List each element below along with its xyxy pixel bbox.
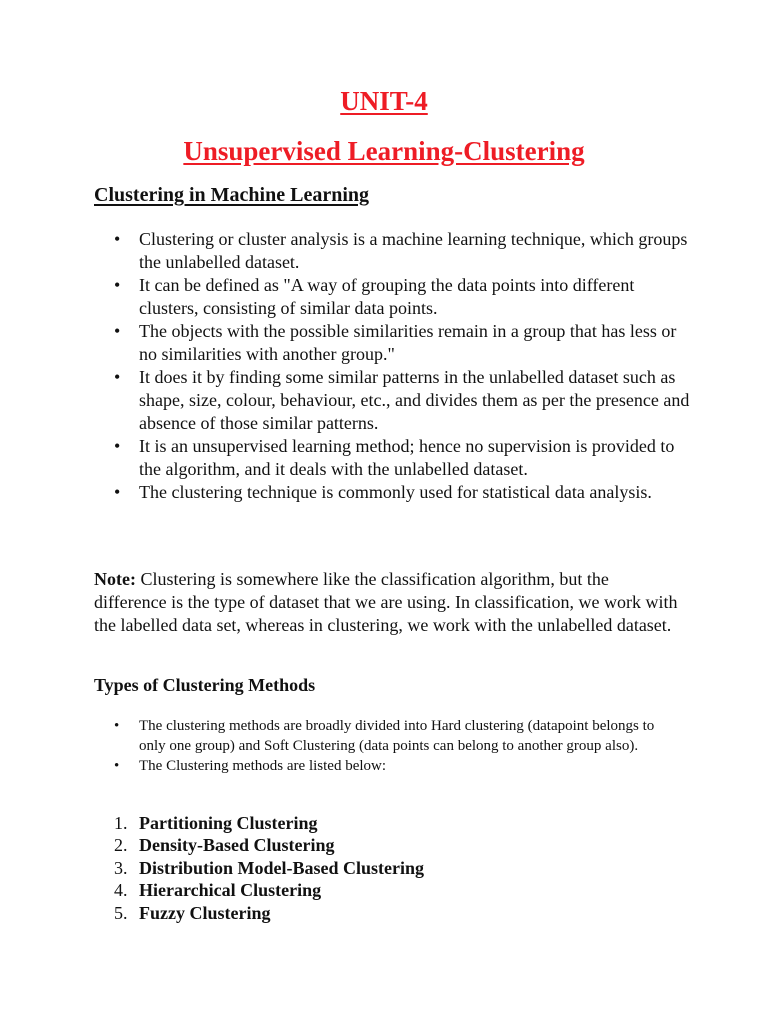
method-number: 5. xyxy=(114,902,128,923)
method-label: Fuzzy Clustering xyxy=(139,902,271,923)
method-number: 4. xyxy=(114,880,128,901)
method-label: Distribution Model-Based Clustering xyxy=(139,857,425,878)
note-paragraph xyxy=(94,568,684,637)
note-label: Note: xyxy=(94,569,136,589)
bullet-item: • The clustering methods are broadly divided into Hard clustering (datapoint belongs to only one group) and Soft Clustering (data points can belong to another group also). xyxy=(94,716,664,756)
bullet-item: • The clustering technique is commonly used for statistical data analysis. xyxy=(94,481,694,504)
method-label: Hierarchical Clustering xyxy=(139,880,322,901)
method-item xyxy=(94,812,424,834)
bullet-item: • It is an unsupervised learning method; hence no supervision is provided to the algorithm, and it deals with the unlabelled dataset. xyxy=(94,435,694,481)
types-heading: Types of Clustering Methods xyxy=(94,675,316,695)
note-text: Clustering is somewhere like the classification algorithm, but the difference is the type of dataset that we are using. In classification, we work with the labelled data set, whereas in clustering, we work with the unlabelled dataset. xyxy=(94,569,678,635)
clustering-bullet-list xyxy=(94,228,694,504)
bullet-item: • The Clustering methods are listed below: xyxy=(94,756,664,776)
method-item xyxy=(94,834,424,856)
unit-title: UNIT-4 xyxy=(340,86,428,116)
method-number: 3. xyxy=(114,857,128,878)
main-title: Unsupervised Learning-Clustering xyxy=(183,136,585,166)
method-label: Partitioning Clustering xyxy=(139,813,318,833)
bullet-item: • It can be defined as "A way of grouping the data points into different clusters, consisting of similar data points. xyxy=(94,274,694,320)
method-number: 2. xyxy=(114,835,128,856)
bullet-item: • Clustering or cluster analysis is a machine learning technique, which groups the unlabelled dataset. xyxy=(94,228,694,274)
bullet-item: • The objects with the possible similarities remain in a group that has less or no similarities with another group." xyxy=(94,320,694,366)
method-item xyxy=(94,902,424,924)
method-label: Density-Based Clustering xyxy=(139,835,335,856)
method-item xyxy=(94,857,424,879)
section-heading: Clustering in Machine Learning xyxy=(94,184,370,206)
methods-list xyxy=(94,812,424,924)
bullet-item: • It does it by finding some similar patterns in the unlabelled dataset such as shape, size, colour, behaviour, etc., and divides them as per the presence and absence of those similar patterns. xyxy=(94,366,694,435)
types-bullet-list xyxy=(94,716,664,776)
method-item xyxy=(94,879,424,901)
method-number: 1. xyxy=(114,813,128,833)
